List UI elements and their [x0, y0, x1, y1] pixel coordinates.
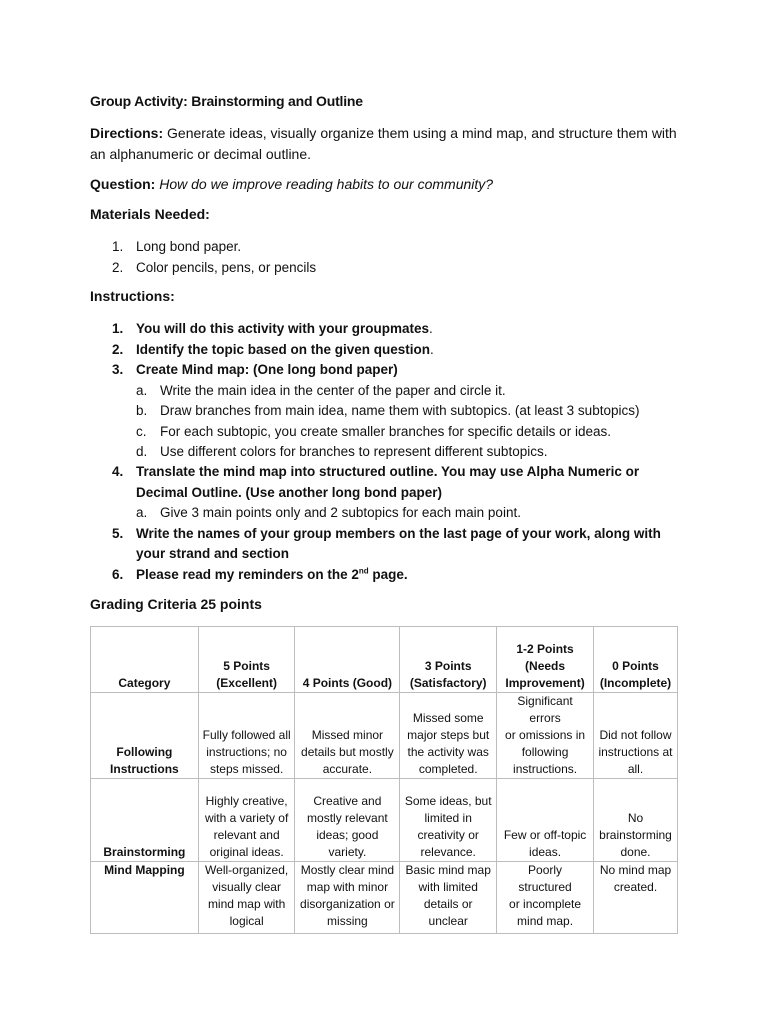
document-page: Group Activity: Brainstorming and Outline Directions: Generate ideas, visually organize them using a mind map, and structure them with an alphanumeric or decimal outline. Question: How do we improve reading habits to our community? Materials Needed: 1. Long bond paper. 2. Color pencils, pens, or pencils Instructions: 1. You will do this activity with your groupmates. 2. Identify the topic based on the given question. 3. Create Mind map: (One long bond paper) a. Write the main idea in the center of the paper and circle it. b. Draw branches from main idea, name them with subtopics. (at least 3 subtopics) c. For each subtopic, you create smaller branches for specific details or ideas. d. Use different colors for branches to represent different subtopics. 4. Translate the mind map into structured outline. You may use Alpha Numeric or Decimal Outline. (Use another long bond paper) a. Give 3 main points only and 2 subtopics for each main point. 5. Write the names of your group members on the last page of your work, along with your strand and section 6. Please read my reminders on the 2nd page. Grading Criteria 25 points Category 5 Points (Excellent) 4 Points (Good) 3 Points (Satisfactory) 1-2 Points (Needs Improvement) 0 Points (Incomplete) Following Instructions Fully followed all instructions; no steps missed. Missed minor details but mostly accurate. Missed some major steps but the activity was completed. Significant errors or omissions in following instructions. Did not follow instructions at all. Brainstorming Highly creative, with a variety of relevant and original ideas. Creative and mostly relevant ideas; good variety. Some ideas, but limited in creativity or relevance. Few or off-topic ideas. No brainstorming done. Mind Mapping Well-organized, visually clear mind map with logical Mostly clear mind map with minor disorganization or missing Basic mind map with limited details or unclear Poorly structured or incomplete mind map. No mind map created. [0, 0, 768, 1024]
table-cell: Basic mind map with limited details or unclear [400, 862, 497, 934]
header-cell-4-points: 4 Points (Good) [295, 627, 400, 693]
table-cell-category: Mind Mapping [91, 862, 199, 934]
grading-criteria-table [90, 626, 678, 934]
header-cell-5-points: 5 Points (Excellent) [198, 627, 295, 693]
table-cell-category: Brainstorming [91, 779, 199, 862]
grading-heading: Grading Criteria 25 points [90, 596, 262, 612]
instructions-heading: Instructions: [90, 288, 175, 304]
table-cell: Fully followed all instructions; no steps missed. [198, 693, 295, 779]
directions-label: Directions: [90, 125, 164, 141]
header-cell-1-2-points: 1-2 Points (Needs Improvement) [497, 627, 594, 693]
table-row [91, 693, 678, 779]
table-cell: Mostly clear mind map with minor disorganization or missing [295, 862, 400, 934]
directions-text-line2: an alphanumeric or decimal outline. [90, 146, 312, 162]
table-cell: Poorly structured or incomplete mind map. [497, 862, 594, 934]
question-text: How do we improve reading habits to our community? [155, 176, 494, 192]
table-cell-category: Following Instructions [91, 693, 199, 779]
table-cell: Few or off-topic ideas. [497, 779, 594, 862]
header-cell-3-points: 3 Points (Satisfactory) [400, 627, 497, 693]
table-cell: Significant errors or omissions in following instructions. [497, 693, 594, 779]
document-title: Group Activity: Brainstorming and Outline [90, 93, 363, 109]
table-cell: Creative and mostly relevant ideas; good variety. [295, 779, 400, 862]
table-header-row [91, 627, 678, 693]
table-cell: Missed some major steps but the activity was completed. [400, 693, 497, 779]
directions-text-line1: Generate ideas, visually organize them using a mind map, and structure them with [163, 125, 677, 141]
table-cell: Some ideas, but limited in creativity or relevance. [400, 779, 497, 862]
table-row [91, 779, 678, 862]
directions-paragraph [90, 123, 677, 144]
materials-heading: Materials Needed: [90, 206, 210, 222]
question-label: Question: [90, 176, 156, 192]
table-cell: Did not follow instructions at all. [594, 693, 678, 779]
table-cell: Highly creative, with a variety of relevant and original ideas. [198, 779, 295, 862]
question-paragraph [90, 174, 493, 195]
header-cell-0-points: 0 Points (Incomplete) [594, 627, 678, 693]
table-cell: Missed minor details but mostly accurate. [295, 693, 400, 779]
table-row [91, 862, 678, 934]
header-cell-category: Category [91, 627, 199, 693]
table-cell: No brainstorming done. [594, 779, 678, 862]
table-cell: No mind map created. [594, 862, 678, 934]
table-cell: Well-organized, visually clear mind map with logical [198, 862, 295, 934]
